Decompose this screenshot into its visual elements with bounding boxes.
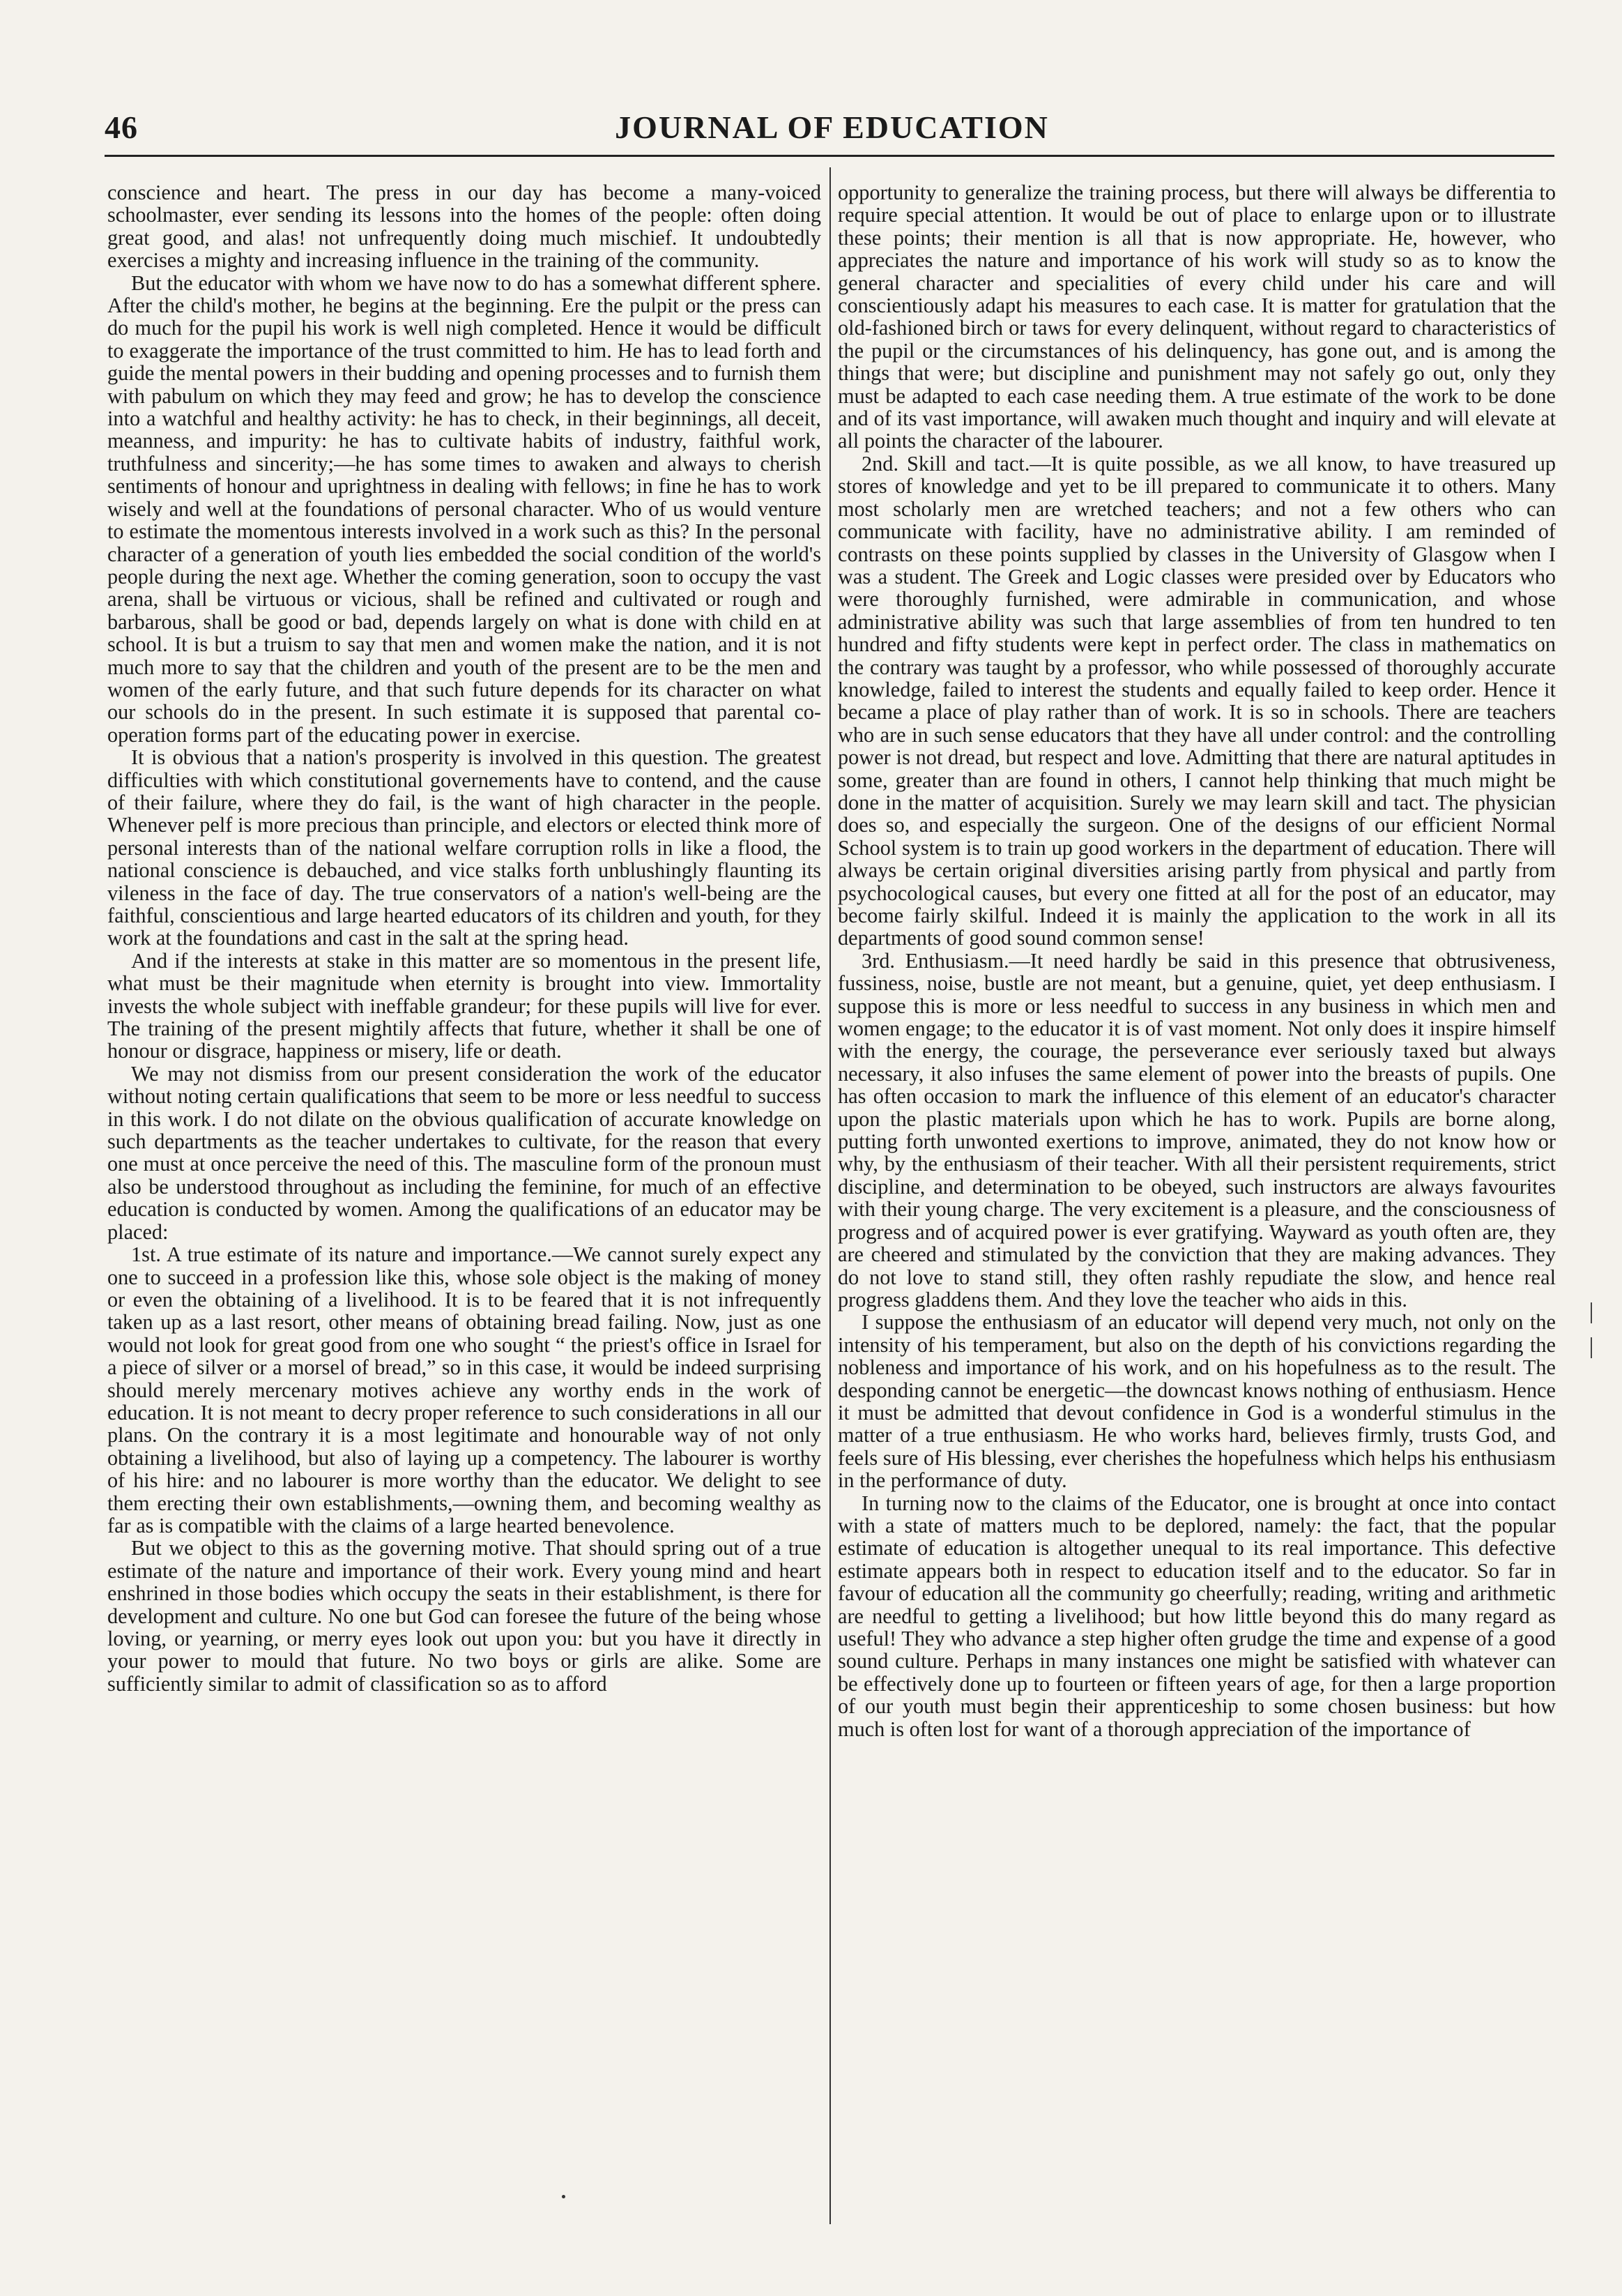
paragraph: We may not dismiss from our present consideration the work of the educator without noting certain qualifications that seem to be more or less needful to success in this work. I do not dilate on the obvious qualification of accurate knowledge on such departments as the teacher undertakes to cultivate, for the reason that every one must at once perceive the need of this. The masculine form of the pronoun must also be understood throughout as including the feminine, for much of an effective education is conducted by women. Among the qualifications of an educator may be placed: (107, 1061, 821, 1244)
paragraph: But we object to this as the governing motive. That should spring out of a true estimate of the nature and importance of their work. Every young mind and heart enshrined in those bodies which occupy the seats in their establishment, is there for development and culture. No one but God can foresee the future of the being whose loving, or yearning, or merry eyes look out upon you: but you have it directly in your power to mould that future. No two boys or girls are alike. Some are sufficiently similar to admit of classification so as to afford (107, 1536, 821, 1696)
margin-mark (1591, 1302, 1592, 1323)
paragraph: opportunity to generalize the training process, but there will always be differentia to require special attention. It would be out of place to enlarge upon or to illustrate these points; their mention is all that is now appropriate. He, however, who appreciates the nature and importance of his work will study so as to know the general character and specialities of every child under his care and will conscientiously adapt his measures to each case. It is matter for gratulation that the old-fashioned birch or taws for every delinquent, without regard to characteristics of the pupil or the circumstances of his delinquency, has gone out, and is among the things that were; but discipline and punishment may not safely go out, only they must be adapted to each case needing them. A true estimate of the work to be done and of its vast importance, will awaken much thought and inquiry and will elevate at all points the character of the labourer. (838, 181, 1556, 453)
paragraph: 1st. A true estimate of its nature and importance.—We cannot surely expect any one to succeed in a profession like this, whose sole object is the making of money or even the obtaining of a livelihood. It is to be feared that it is not infrequently taken up as a last resort, other means of obtaining bread failing. Now, just as one would not look for great good from one who sought “ the priest's office in Israel for a piece of silver or a morsel of bread,” so in this case, it would be indeed surprising should merely mercenary motives achieve any worthy ends in the work of education. It is not meant to decry proper reference to such considerations in all our plans. On the contrary it is a most legitimate and honourable way of not only obtaining a livelihood, but also of laying up a competency. The labourer is worthy of his hire: and no labourer is more worthy than the educator. We delight to see them erecting their own establishments,—owning them, and becoming wealthy as far as is compatible with the claims of a large hearted benevolence. (107, 1242, 821, 1537)
paragraph: 2nd. Skill and tact.—It is quite possible, as we all know, to have treasured up stores of knowledge and yet to be ill prepared to communicate it to others. Many most scholarly men are wretched teachers; and not a few others who can communicate with facility, have no administrative ability. I am reminded of contrasts on these points supplied by classes in the University of Glasgow when I was a student. The Greek and Logic classes were presided over by Educators who were thoroughly furnished, were admirable in communication, and whose administrative ability was such that large assemblies of from ten hundred to ten hundred and fifty students were kept in perfect order. The class in mathematics on the contrary was taught by a professor, who while possessed of thoroughly accurate knowledge, failed to interest the students and equally failed to keep order. Hence it became a place of play rather than of work. It is so in schools. There are teachers who are in such sense educators that they have all under control: and the controlling power is not dread, but respect and love. Admitting that there are natural aptitudes in some, greater than are found in others, I cannot help thinking that much might be done in the matter of acquisition. Surely we may learn skill and tact. The physician does so, and especially the surgeon. One of the designs of our efficient Normal School system is to train up good workers in the department of education. There will always be certain original diversities arising partly from physical and partly from psychocological causes, but every one fitted at all for the post of an educator, may become fairly skilful. Indeed it is mainly the application to the work in all its departments of good sound common sense! (838, 451, 1556, 950)
header-rule (105, 155, 1554, 157)
page-number: 46 (105, 109, 138, 145)
left-column (107, 181, 821, 2210)
paragraph: But the educator with whom we have now to do has a somewhat different sphere. After the child's mother, he begins at the beginning. Ere the pulpit or the press can do much for the pupil his work is well nigh completed. Hence it would be difficult to exaggerate the importance of the trust committed to him. He has to lead forth and guide the mental powers in their budding and opening processes and to furnish them with pabulum on which they may feed and grow; he has to develop the conscience into a watchful and healthy activity: he has to check, in their beginnings, all deceit, meanness, and impurity: he has to cultivate habits of industry, faithful work, truthfulness and sincerity;—he has some times to awaken and always to cherish sentiments of honour and uprightness in dealing with fellows; in fine he has to work wisely and well at the foundations of personal character. Who of us would venture to estimate the momentous interests involved in a work such as this? In the personal character of a generation of youth lies embedded the social condition of the world's people during the next age. Whether the coming generation, soon to occupy the vast arena, shall be virtuous or vicious, shall be refined and cultivated or rough and barbarous, shall be good or bad, depends largely on what is done with child en at school. It is but a truism to say that men and women make the nation, and it is not much more to say that the children and youth of the present are to be the men and women of the early future, and that such future depends for its character on what our schools do in the present. In such estimate it is supposed that parental co-operation forms part of the educating power in exercise. (107, 271, 821, 747)
paragraph: In turning now to the claims of the Educator, one is brought at once into contact with a state of matters much to be deplored, namely: the fact, that the popular estimate of education is altogether unequal to its real importance. This defective estimate appears both in respect to education itself and to the educator. So far in favour of education all the community go cheerfully; reading, writing and arithmetic are needful to getting a livelihood; but how little beyond this do many regard as useful! They who advance a step higher often grudge the time and expense of a good sound culture. Perhaps in many instances one might be satisfied with whatever can be effectively done up to fourteen or fifteen years of age, for then a large proportion of our youth must begin their apprenticeship to some chosen business: but how much is often lost for want of a thorough appreciation of the importance of (838, 1491, 1556, 1741)
footer-dot (562, 2195, 565, 2198)
paragraph: conscience and heart. The press in our day has become a many-voiced schoolmaster, ever sending its lessons into the homes of the people: often doing great good, and alas! not unfrequently doing much mischief. It undoubtedly exercises a mighty and increasing influence in the training of the community. (107, 181, 821, 273)
paragraph: I suppose the enthusiasm of an educator will depend very much, not only on the intensity of his temperament, but also on the depth of his convictions regarding the nobleness and importance of his work, and on his hopefulness as to the result. The desponding cannot be energetic—the downcast knows nothing of enthusiasm. Hence it must be admitted that devout confidence in God is a wonderful stimulus in the matter of a true enthusiasm. He who works hard, believes firmly, trusts God, and feels sure of His blessing, ever cherishes the hopefulness which helps his enthusiasm in the performance of duty. (838, 1310, 1556, 1493)
paragraph: It is obvious that a nation's prosperity is involved in this question. The greatest difficulties with which constitutional governements have to contend, and the cause of their failure, where they do fail, is the want of high character in the people. Whenever pelf is more precious than principle, and electors or elected think more of personal interests than of the national welfare corruption rolls in like a flood, the national conscience is debauched, and vice stalks forth unblushingly flaunting its vileness in the face of day. The true conservators of a nation's well-being are the faithful, conscientious and large hearted educators of its children and youth, for they work at the foundations and cast in the salt at the spring head. (107, 745, 821, 950)
paragraph: 3rd. Enthusiasm.—It need hardly be said in this presence that obtrusiveness, fussiness, noise, bustle are not meant, but a genuine, quiet, yet deep enthusiasm. I suppose this is more or less needful to success in any business in which men and women engage; to the educator it is of vast moment. Not only does it inspire himself with the energy, the courage, the perseverance ever seriously taxed but always necessary, it also infuses the same element of power into the breasts of pupils. One has often occasion to mark the influence of this element of an educator's character upon the plastic materials upon which he has to work. Pupils are borne along, putting forth unwonted exertions to improve, animated, they do not know how or why, by the enthusiasm of their teacher. With all their persistent requirements, strict discipline, and determination to be obeyed, such instructors are always favourites with their young charge. The very excitement is a pleasure, and the consciousness of progress and of acquired power is ever gratifying. Wayward as youth often are, they are cheered and stimulated by the conviction that they are making advances. They do not love to stand still, they often rashly repudiate the slow, and hence real progress gladdens them. And they love the teacher who aids in this. (838, 948, 1556, 1312)
right-column (838, 181, 1556, 2210)
margin-mark (1591, 1337, 1592, 1358)
running-title: JOURNAL OF EDUCATION (615, 109, 1049, 145)
paragraph: And if the interests at stake in this matter are so momentous in the present life, what must be their magnitude when eternity is brought into view. Immortality invests the whole subject with ineffable grandeur; for these pupils will live for ever. The training of the present mightily affects that future, whether it shall be one of honour or disgrace, happiness or misery, life or death. (107, 948, 821, 1063)
column-divider (829, 167, 831, 2224)
